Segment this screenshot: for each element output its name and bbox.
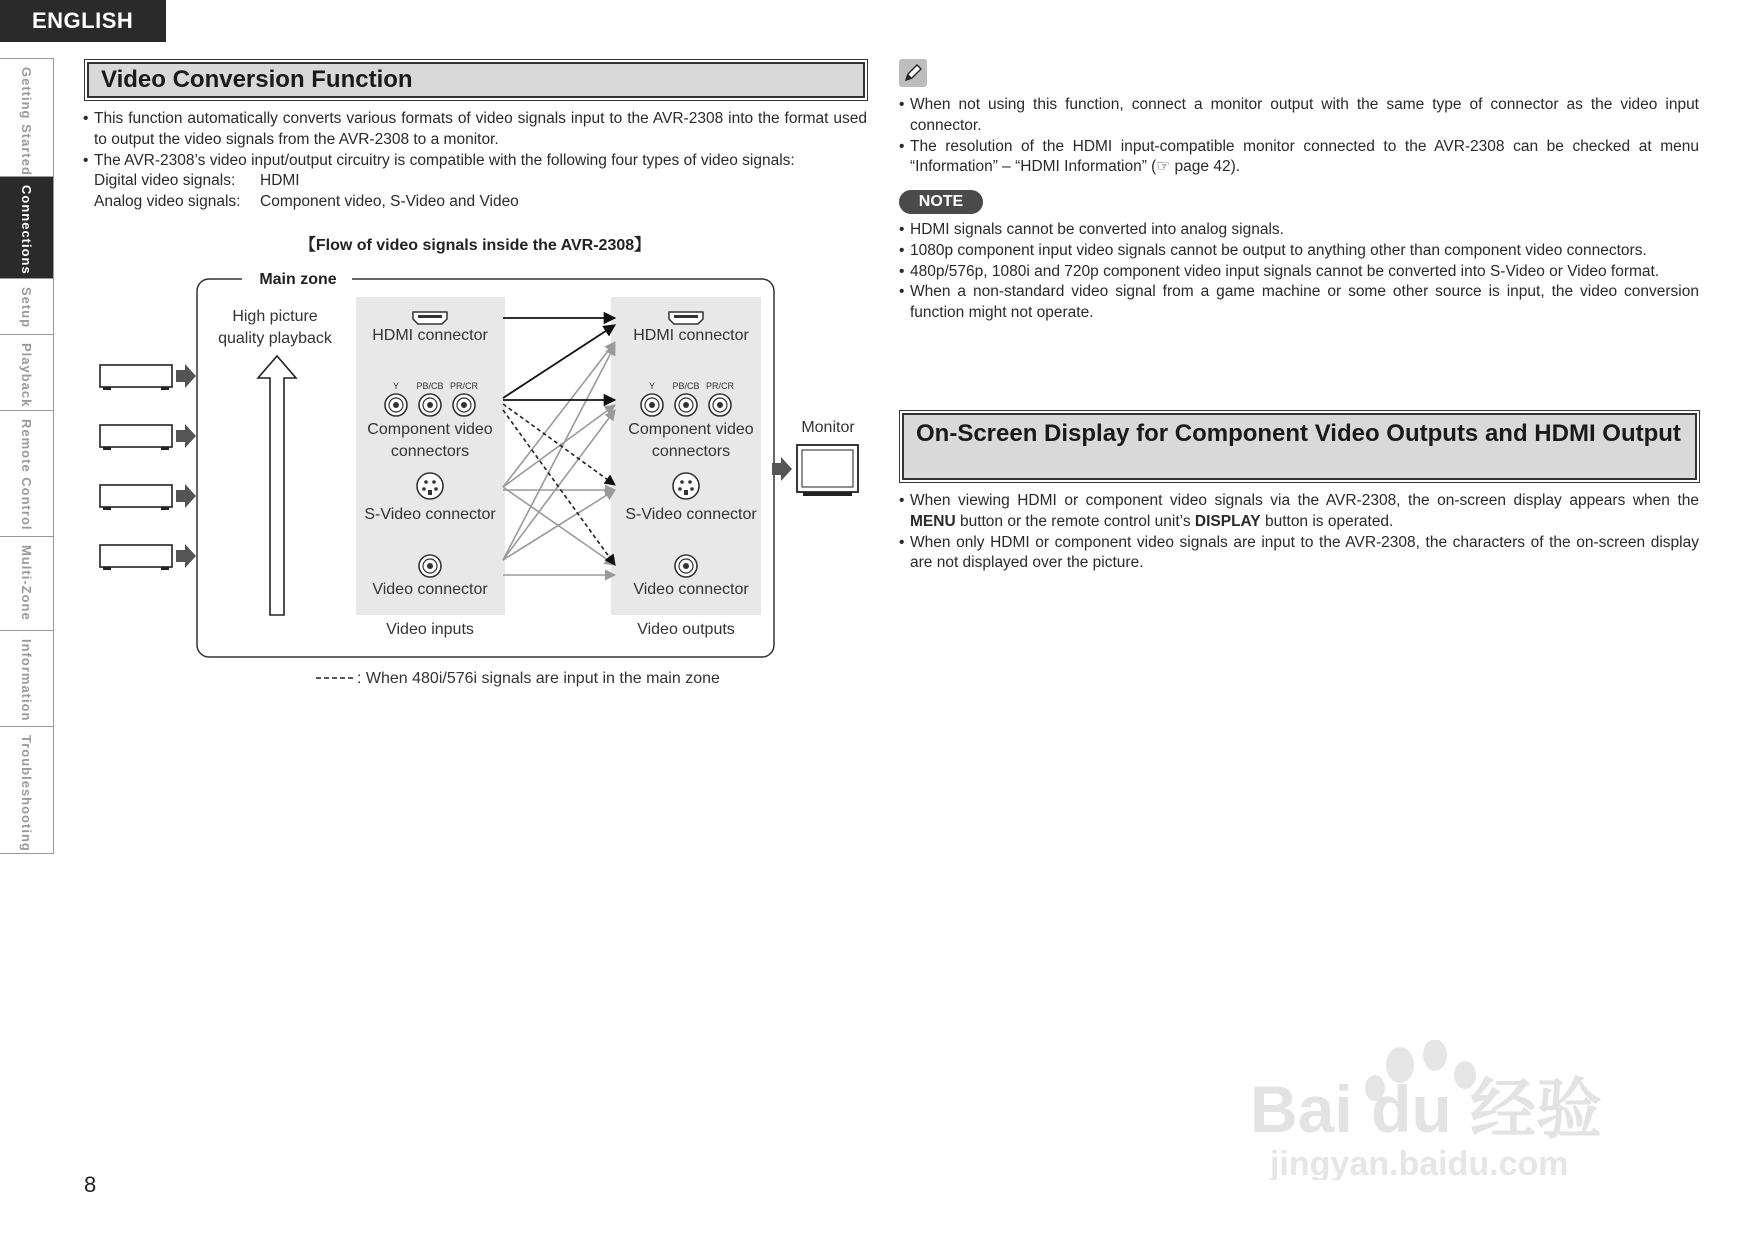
note-item: • HDMI signals cannot be converted into analog signals. — [899, 220, 1699, 241]
tips-list — [899, 95, 1699, 178]
output-comp-pb: PB/CB — [672, 381, 700, 391]
bullet-item: • The AVR-2308’s video input/output circuitry is compatible with the following four types of video signals: — [83, 151, 867, 172]
hq-label-line2: quality playback — [218, 330, 332, 347]
side-tab-connections[interactable]: Connections — [0, 177, 53, 279]
side-tab-troubleshooting[interactable]: Troubleshooting — [0, 727, 53, 854]
source-device — [100, 425, 172, 450]
legend-text: : When 480i/576i signals are input in the main zone — [357, 670, 720, 687]
source-device — [100, 485, 172, 510]
note-badge: NOTE — [899, 190, 983, 214]
rca-connector-icon — [419, 394, 441, 416]
rca-connector-icon — [675, 394, 697, 416]
watermark-brand: Bai du 经验 — [1250, 1072, 1603, 1146]
outputs-caption: Video outputs — [637, 621, 735, 638]
note-item: • 480p/576p, 1080i and 720p component video input signals cannot be converted into S-Video or Video format. — [899, 262, 1699, 283]
svideo-connector-icon — [417, 473, 443, 499]
input-comp-label2: connectors — [390, 443, 470, 460]
input-video-label: Video connector — [372, 581, 488, 598]
side-tab-multi-zone[interactable]: Multi-Zone — [0, 537, 53, 631]
output-svideo-label: S-Video connector — [625, 506, 757, 523]
note-item: • 1080p component input video signals cannot be output to anything other than component video connectors. — [899, 241, 1699, 262]
output-comp-pr: PR/CR — [705, 381, 735, 391]
source-device — [100, 365, 172, 390]
source-device — [100, 545, 172, 570]
menu-button-ref: MENU — [910, 512, 956, 530]
side-tab-getting-started[interactable]: Getting Started — [0, 59, 53, 177]
input-comp-y: Y — [392, 381, 400, 391]
side-tab-setup[interactable]: Setup — [0, 279, 53, 335]
side-tab-playback[interactable]: Playback — [0, 335, 53, 411]
hq-label-line1: High picture — [232, 308, 318, 325]
input-arrow-icon — [176, 424, 196, 448]
signal-row-digital: Digital video signals: HDMI — [94, 172, 300, 190]
output-hdmi-label: HDMI connector — [633, 327, 749, 344]
hdmi-connector-icon — [669, 312, 703, 324]
language-tab: ENGLISH — [0, 0, 166, 42]
hq-arrow-icon — [258, 356, 296, 615]
page-number: 8 — [84, 1172, 97, 1197]
osd-item: • When viewing HDMI or component video signals via the AVR-2308, the on-screen display appears when the MENU button or the remote control unit’s DISPLAY button is operated. — [899, 491, 1699, 533]
video-connector-icon — [675, 555, 697, 577]
input-comp-pr: PR/CR — [449, 381, 479, 391]
diagram-title: 【Flow of video signals inside the AVR-2308】 — [299, 237, 651, 254]
output-comp-label1: Component video — [628, 421, 754, 438]
pencil-icon — [899, 59, 927, 87]
monitor-icon — [797, 445, 858, 496]
signal-row-analog: Analog video signals: Component video, S-Video and Video — [94, 193, 519, 211]
input-comp-label1: Component video — [367, 421, 493, 438]
input-hdmi-label: HDMI connector — [372, 327, 488, 344]
section-title-video-conversion: Video Conversion Function — [87, 62, 865, 98]
rca-connector-icon — [641, 394, 663, 416]
output-comp-label2: connectors — [651, 443, 731, 460]
bullet-item: • This function automatically converts various formats of video signals input to the AVR-2308 into the format used to output the video signals from the AVR-2308 to a monitor. — [83, 109, 867, 151]
hdmi-connector-icon — [413, 312, 447, 324]
input-arrow-icon — [176, 484, 196, 508]
output-arrow-icon — [772, 457, 792, 481]
input-arrow-icon — [176, 364, 196, 388]
video-flow-diagram — [0, 0, 880, 700]
monitor-label: Monitor — [801, 419, 855, 436]
side-tab-remote-control[interactable]: Remote Control — [0, 411, 53, 537]
rca-connector-icon — [385, 394, 407, 416]
side-tab-information[interactable]: Information — [0, 631, 53, 727]
watermark-url: jingyan.baidu.com — [1270, 1145, 1569, 1180]
note-item: • When a non-standard video signal from a game machine or some other source is input, the video conversion function might not operate. — [899, 282, 1699, 324]
input-arrow-icon — [176, 544, 196, 568]
video-connector-icon — [419, 555, 441, 577]
display-button-ref: DISPLAY — [1194, 512, 1261, 530]
flow-lines-gray — [503, 342, 615, 575]
tip-item: • The resolution of the HDMI input-compatible monitor connected to the AVR-2308 can be checked at menu “Information” – “HDMI Information” (☞ page 42). — [899, 137, 1699, 179]
flow-lines-black — [503, 318, 615, 400]
rca-connector-icon — [453, 394, 475, 416]
input-comp-pb: PB/CB — [416, 381, 444, 391]
output-comp-y: Y — [648, 381, 656, 391]
rca-connector-icon — [709, 394, 731, 416]
section-title-on-screen-display: On-Screen Display for Component Video Outputs and HDMI Output — [902, 413, 1697, 480]
inputs-caption: Video inputs — [386, 621, 474, 638]
tip-item: • When not using this function, connect a monitor output with the same type of connector as the video input connector. — [899, 95, 1699, 137]
input-svideo-label: S-Video connector — [364, 506, 496, 523]
notes-list — [899, 220, 1699, 324]
output-video-label: Video connector — [633, 581, 749, 598]
osd-item: • When only HDMI or component video signals are input to the AVR-2308, the characters of the on-screen display are not displayed over the picture. — [899, 533, 1699, 575]
svideo-connector-icon — [673, 473, 699, 499]
main-zone-label: Main zone — [259, 271, 337, 288]
osd-text — [899, 491, 1699, 574]
baidu-watermark — [1250, 1040, 1700, 1180]
